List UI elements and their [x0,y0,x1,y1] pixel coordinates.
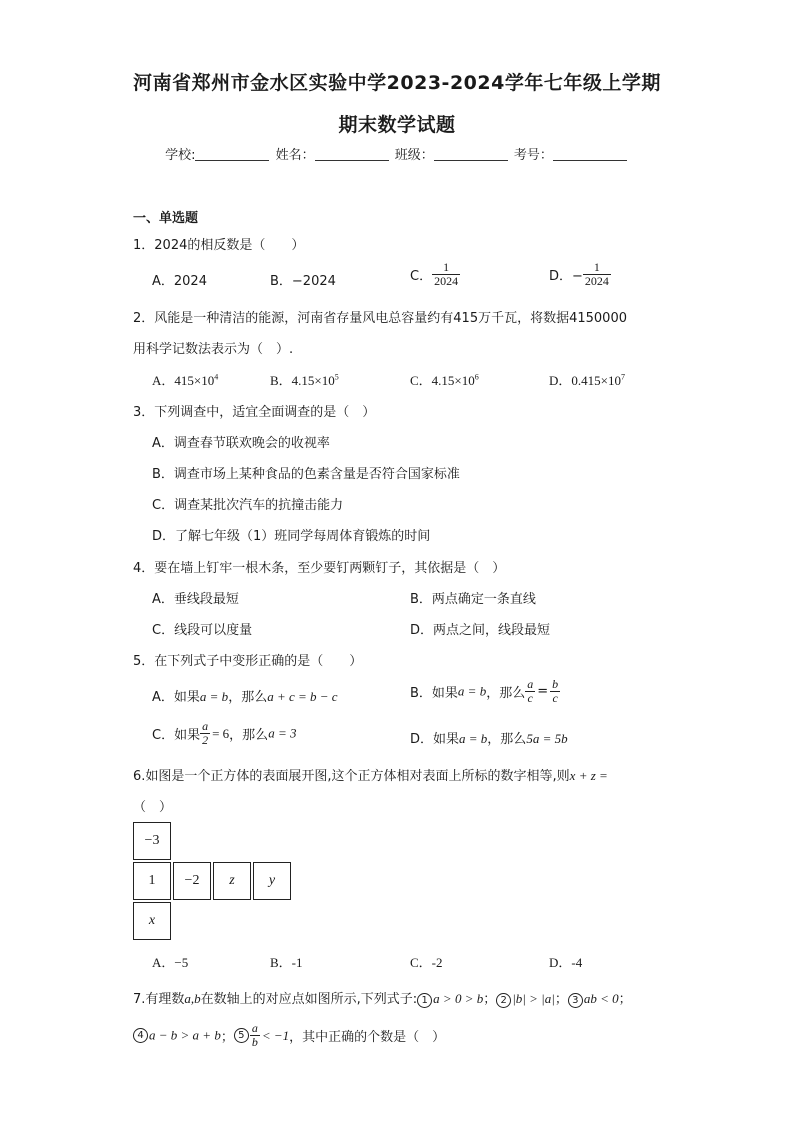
net-cell-one: 1 [133,862,171,900]
q1-option-d[interactable] [549,261,611,288]
q1-d-denominator: 2024 [584,274,609,288]
q2-a-exponent: 4 [214,372,219,382]
exam-title-line1: 河南省郑州市金水区实验中学2023-2024学年七年级上学期 [133,72,661,94]
q4-option-d[interactable]: D．两点之间，线段最短 [410,623,551,638]
net-cell-z: z [213,862,251,900]
q1-c-denominator: 2024 [434,274,459,288]
q7-item-5-number: 5 [234,1028,249,1043]
q6-stem-line2: （ ） [133,800,173,815]
q5-option-b[interactable] [410,678,560,705]
q2-b-exponent: 5 [334,372,339,382]
school-label: 学校: [165,148,196,163]
q5-b-den-left: c [525,691,535,705]
q7-item-1-number: 1 [417,993,432,1008]
section-heading: 一、单选题 [133,211,199,226]
q7-stem-tail: ，其中正确的个数是（ ） [289,1030,446,1045]
q6-option-a[interactable]: A．−5 [152,955,189,970]
q7-stem-line2 [133,1022,445,1049]
class-label: 班级： [394,148,434,163]
exam-title-line2: 期末数学试题 [338,114,456,136]
q5-a-condition: a = b [199,689,229,704]
q7-separator-2: ； [554,992,568,1007]
q5-stem: 5．在下列式子中变形正确的是（ ） [133,654,363,669]
q7-stem-middle: 在数轴上的对应点如图所示,下列式子: [200,992,418,1007]
q7-item-2-expression: |b| > |a| [512,991,555,1006]
q7-stem-line1 [133,988,632,1008]
q2-stem-line1: 2．风能是一种清洁的能源，河南省存量风电总容量约有415万千瓦，将数据4150000 [133,311,627,326]
q4-option-a[interactable]: A．垂线段最短 [152,592,239,607]
q1-d-numerator: 1 [593,260,600,274]
q5-c-result: a = 3 [268,725,297,741]
q1-option-c[interactable] [410,261,460,288]
q6-stem-text: 6.如图是一个正方体的表面展开图,这个正方体相对表面上所标的数字相等,则 [133,769,570,784]
q7-item-5-fraction [250,1022,260,1049]
q5-d-if: D．如果 [410,732,460,747]
q5-c-denominator: 2 [202,733,209,747]
q2-stem-line2: 用科学记数法表示为（ ）. [133,342,294,357]
q5-b-condition: a = b [457,683,487,699]
net-cell-y: y [253,862,291,900]
q5-b-fraction-right [550,678,560,705]
q2-b-base: B．4.15×10 [270,373,335,388]
q7-item-4-expression: a − b > a + b [149,1027,221,1043]
q7-stem-start: 7.有理数 [133,992,185,1007]
q5-c-numerator: a [202,719,209,733]
q4-stem: 4．要在墙上钉牢一根木条，至少要钉两颗钉子，其依据是（ ） [133,561,506,576]
name-blank[interactable] [315,148,389,161]
q7-item-2-number: 2 [496,993,511,1008]
q1-d-fraction [583,261,611,288]
q2-option-b[interactable] [270,370,339,389]
q1-stem: 1．2024的相反数是（ ） [133,238,305,253]
q5-option-c[interactable] [152,720,296,747]
net-cell-top: −3 [133,822,171,860]
q1-option-b[interactable]: B．−2024 [270,274,336,289]
q5-option-d[interactable] [410,728,568,747]
q7-item-5-rest: < −1 [261,1027,290,1043]
cube-net-figure [133,822,295,942]
q1-d-label: D．− [549,269,583,284]
q2-option-d[interactable] [549,370,625,389]
q2-d-exponent: 7 [620,372,625,382]
q5-c-equals: = 6 [212,725,230,741]
q6-stem-expression: x + z = [569,768,608,783]
q6-stem-line1 [133,765,608,784]
q7-item-3-expression: ab < 0 [583,991,619,1006]
q2-c-exponent: 6 [474,372,479,382]
q3-stem: 3．下列调查中，适宜全面调查的是（ ） [133,405,376,420]
q6-option-d[interactable]: D．-4 [549,955,583,970]
q5-option-a[interactable] [152,686,338,705]
exam-number-blank[interactable] [553,148,627,161]
q5-b-fraction-left [525,678,535,705]
q3-option-b[interactable]: B．调查市场上某种食品的色素含量是否符合国家标准 [152,467,460,482]
q7-item-3-number: 3 [568,993,583,1008]
q3-option-c[interactable]: C．调查某批次汽车的抗撞击能力 [152,498,344,513]
q5-c-then: ，那么 [229,728,269,743]
q5-b-num-right: b [552,677,559,691]
q3-option-d[interactable]: D．了解七年级（1）班同学每周体育锻炼的时间 [152,529,431,544]
q7-separator-3: ； [618,992,632,1007]
student-info-row [0,144,794,163]
q7-item-5-numerator: a [251,1021,258,1035]
q4-option-b[interactable]: B．两点确定一条直线 [410,592,536,607]
q6-option-b[interactable]: B．-1 [270,955,303,970]
q1-c-label: C． [410,269,433,284]
q7-item-1-expression: a > 0 > b [433,991,484,1006]
q5-a-then: ，那么 [228,690,268,705]
q5-d-condition: a = b [459,731,488,746]
q5-c-fraction [200,720,210,747]
q4-option-c[interactable]: C．线段可以度量 [152,623,253,638]
q7-variables: a,b [184,991,201,1006]
q6-option-c[interactable]: C．-2 [410,955,443,970]
q5-b-den-right: c [550,691,560,705]
q5-a-if: A．如果 [152,690,200,705]
q3-option-a[interactable]: A．调查春节联欢晚会的收视率 [152,436,330,451]
q5-a-result: a + c = b − c [267,689,338,704]
net-cell-x: x [133,902,171,940]
q7-item-4-number: 4 [133,1028,148,1043]
q2-option-a[interactable] [152,370,218,389]
q2-a-base: A．415×10 [152,373,215,388]
q5-b-then: ，那么 [486,686,526,701]
q5-c-if: C．如果 [152,728,201,743]
q2-d-base: D．0.415×10 [549,373,621,388]
class-blank[interactable] [434,148,508,161]
q1-option-a[interactable]: A．2024 [152,274,207,289]
net-cell-minus-two: −2 [173,862,211,900]
school-blank[interactable] [195,148,269,161]
q5-b-num-left: a [527,677,534,691]
q2-c-base: C．4.15×10 [410,373,475,388]
exam-number-label: 考号： [513,148,553,163]
q5-d-then: ，那么 [487,732,527,747]
q7-separator-4: ； [220,1030,234,1045]
q5-b-if: B．如果 [410,686,458,701]
q1-c-fraction [432,261,460,288]
name-label: 姓名： [275,148,315,163]
q5-d-result: 5a = 5b [526,731,568,746]
q7-separator-1: ； [483,992,497,1007]
q2-option-c[interactable] [410,370,479,389]
q1-c-numerator: 1 [443,260,450,274]
q7-item-5-denominator: b [251,1035,258,1049]
q5-b-equals: = [537,684,549,699]
